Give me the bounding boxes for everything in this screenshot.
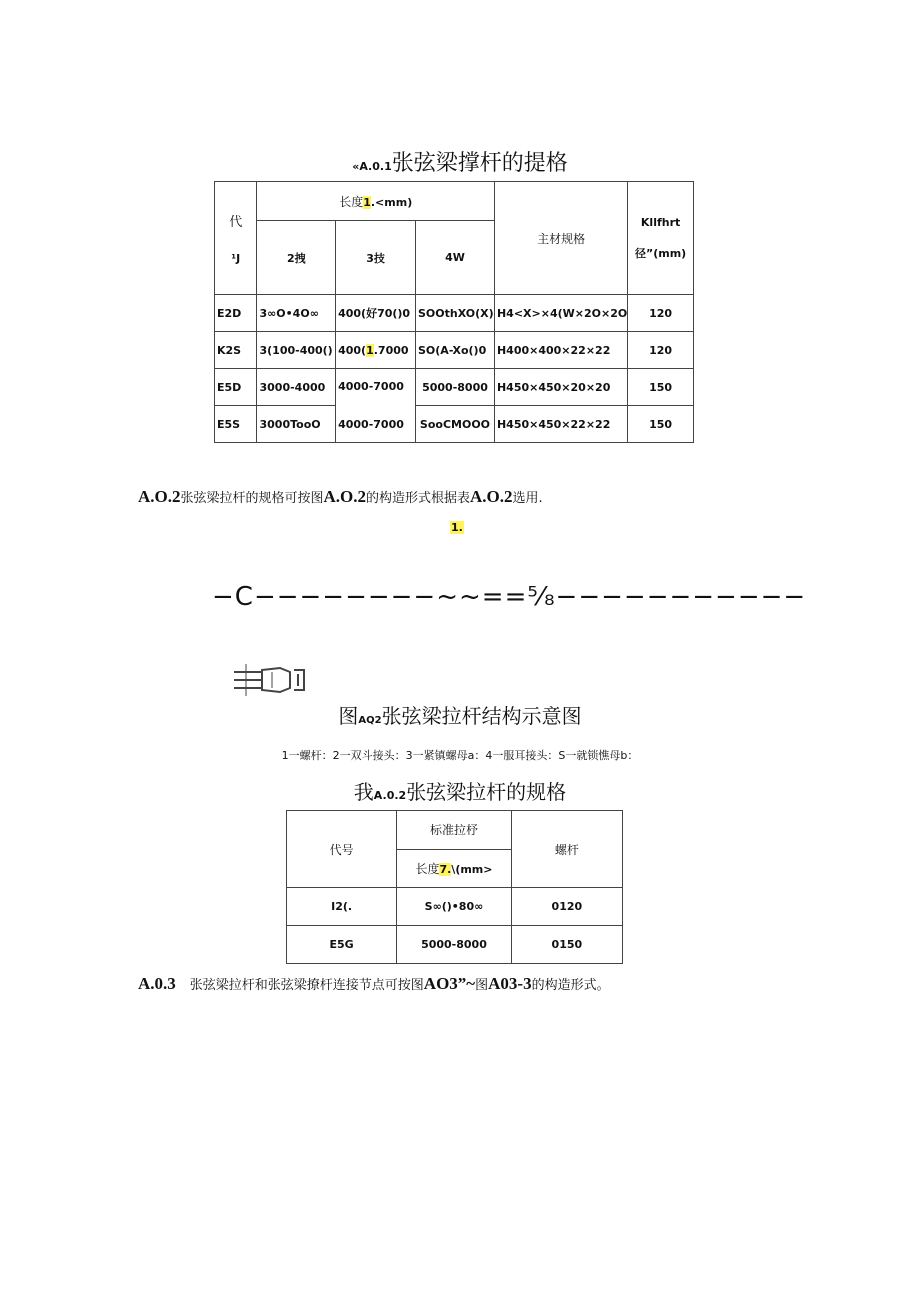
table2-title-number: A.0.2: [373, 789, 407, 802]
row-length: 5000-8000: [397, 926, 512, 964]
paragraph-a02: [138, 487, 543, 507]
figure-reference-2: A03-3: [488, 974, 532, 993]
table1: [214, 181, 694, 443]
row-diameter: 150: [628, 369, 694, 406]
table1-title-text: 张弦梁撑杆的提格: [391, 151, 568, 176]
row-spec: H4<X>×4(W×2O×2O: [494, 295, 627, 332]
row-length-2-highlight: 1: [366, 343, 374, 357]
paragraph-text-2: 图: [475, 978, 489, 993]
row-diameter: 120: [628, 295, 694, 332]
paragraph-text-3: 的构造形式。: [531, 978, 610, 993]
row-length-2-post: .7000: [373, 343, 409, 357]
clause-number: A.O.2: [138, 487, 181, 506]
row-rod: 0120: [511, 888, 622, 926]
figure-marker: 1.: [451, 521, 463, 534]
row-code: E5S: [215, 406, 257, 443]
paragraph-text-3: 选用.: [512, 491, 543, 506]
table2-code-header: 代号: [287, 811, 397, 888]
table1-diameter-header: [628, 182, 694, 295]
row-diameter: 150: [628, 406, 694, 443]
table2-std-header: 标准拉杼: [397, 811, 512, 850]
code-header-bottom: ¹J: [231, 252, 241, 265]
table2-title-prefix: 我: [353, 780, 374, 804]
figure-reference-1: AO3”~: [423, 974, 476, 993]
paragraph-text-1: 张弦梁拉杆和张弦梁撩杆连接节点可按图: [189, 978, 424, 993]
row-spec: H400×400×22×22: [494, 332, 627, 369]
row-length-2-e5d: 4000-7000: [338, 380, 404, 393]
row-length-3: SooCMOOO: [416, 406, 495, 443]
paragraph-a03: [138, 974, 610, 994]
row-length-2: 400(好70()0: [336, 295, 416, 332]
row-spec: H450×450×20×20: [494, 369, 627, 406]
row-length-3: SO(A-Xo()0: [416, 332, 495, 369]
figure-caption: [0, 700, 920, 729]
table1-sub-header-1: 2拽: [257, 221, 336, 295]
table1-sub-header-2: 3技: [336, 221, 416, 295]
row-code: E5D: [215, 369, 257, 406]
table1-title: [0, 146, 920, 177]
figure-caption-text: 张弦梁拉杆结构示意图: [381, 704, 582, 728]
row-length-3: SOOthXO(X): [416, 295, 495, 332]
length-header-highlight: 7.: [439, 862, 452, 876]
table1-sub-header-3: 4W: [416, 221, 495, 295]
row-length-1: 3000TooO: [257, 406, 336, 443]
row-diameter: 120: [628, 332, 694, 369]
table2-rod-header: 螺杆: [511, 811, 622, 888]
length-header-unit: .<mm): [370, 195, 413, 209]
table-row: [215, 332, 694, 369]
diameter-header-top: Kllfhrt: [640, 215, 681, 229]
length-header-highlight: 1: [363, 195, 371, 209]
row-code: E2D: [215, 295, 257, 332]
row-code: E5G: [287, 926, 397, 964]
row-spec: H450×450×22×22: [494, 406, 627, 443]
row-rod: 0150: [511, 926, 622, 964]
row-length-2: [336, 332, 416, 369]
table2-length-header: [397, 849, 512, 888]
table-row: [215, 369, 694, 406]
row-code: K2S: [215, 332, 257, 369]
figure-dash-line: −C−−−−−−−−~~==⁵⁄₈−−−−−−−−−−−: [212, 582, 807, 612]
row-length-3: 5000-8000: [416, 369, 495, 406]
table1-code-header: [215, 182, 257, 295]
row-length-2-merged: [336, 369, 416, 443]
table-row: [287, 926, 623, 964]
tie-rod-drawing: [232, 660, 312, 700]
table1-main-material-header: 主材规格: [494, 182, 627, 295]
table2-title-text: 张弦梁拉杆的规格: [406, 780, 567, 804]
table1-length-header: [257, 182, 494, 221]
diameter-header-bottom: 径”(mm): [634, 246, 687, 260]
row-length-2-e5s: 4000-7000: [338, 418, 404, 431]
length-header-text: 长度: [415, 861, 440, 876]
figure-reference: A.O.2: [323, 487, 367, 506]
table2-title: [0, 776, 920, 805]
table-row: [215, 406, 694, 443]
code-header-top: 代: [229, 215, 243, 230]
paragraph-text-1: 张弦梁拉杆的规格可按图: [180, 491, 324, 506]
row-length-1: 3000-4000: [257, 369, 336, 406]
table2: [286, 810, 623, 964]
table-row: [215, 295, 694, 332]
figure-legend: 1一螺杆：2一双斗接头：3一紧镇螺母a：4一服耳接头：S一就锁憔母b：: [281, 749, 639, 762]
figure-caption-prefix: 图: [338, 704, 359, 728]
row-length: S∞()•80∞: [397, 888, 512, 926]
table-row: [287, 888, 623, 926]
paragraph-text-2: 的构造形式根据表: [366, 491, 471, 506]
table-reference: A.O.2: [470, 487, 513, 506]
row-length-1: 3(100-400(): [257, 332, 336, 369]
length-header-unit: \(mm>: [451, 862, 493, 876]
figure-caption-number: AQ2: [358, 715, 382, 726]
table1-title-number: «A.0.1: [352, 160, 392, 173]
clause-number: A.0.3: [138, 974, 176, 993]
row-code: I2(.: [287, 888, 397, 926]
length-header-text: 长度: [339, 194, 364, 209]
row-length-2-pre: 400(: [338, 343, 367, 357]
row-length-1: 3∞O•4O∞: [257, 295, 336, 332]
